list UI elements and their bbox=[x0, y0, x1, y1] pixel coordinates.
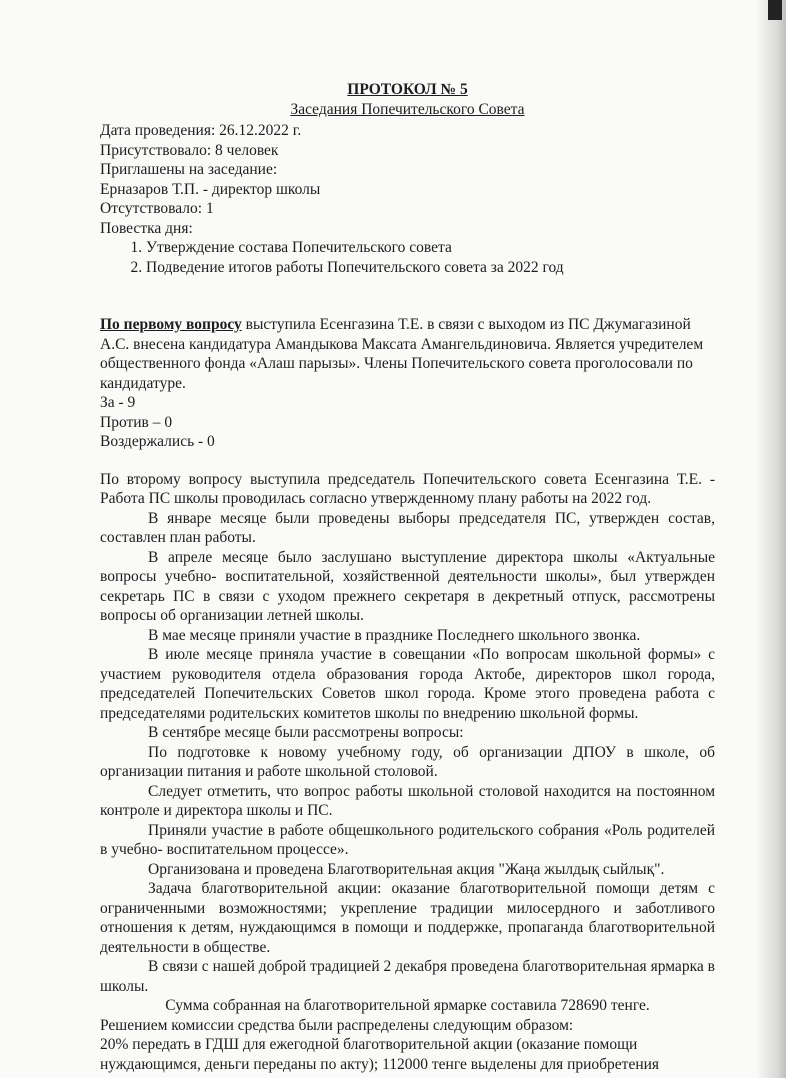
closing-line: 20% передать в ГДШ для ежегодной благотворительной акции (оказание помощи bbox=[100, 1036, 638, 1053]
first-question-lead: По первому вопросу bbox=[100, 316, 242, 333]
meeting-date: Дата проведения: 26.12.2022 г. bbox=[100, 122, 302, 139]
report-paragraph: Организована и проведена Благотворительная акция "Жаңа жылдық сыйлық". bbox=[148, 860, 665, 878]
closing-line: Решением комиссии средства были распределены следующим образом: bbox=[100, 1016, 574, 1034]
report-paragraph: В связи с нашей доброй традицией 2 декабря проведена благотворительная ярмарка в школы. bbox=[100, 958, 715, 995]
invited-person: Ерназаров Т.П. - директор школы bbox=[100, 180, 321, 198]
fair-sum-line: Сумма собранная на благотворительной ярмарке составила 728690 тенге. bbox=[165, 997, 650, 1014]
report-paragraph: В мае месяце приняли участие в празднике Последнего школьного звонка. bbox=[148, 626, 641, 644]
report-paragraph: Приняли участие в работе общешкольного родительского собрания «Роль родителей в учебно- воспитательном процессе». bbox=[100, 821, 715, 858]
attendance-count: Присутствовало: 8 человек bbox=[100, 141, 279, 159]
binder-edge-shadow bbox=[758, 0, 786, 1078]
report-paragraph: Следует отметить, что вопрос работы школьной столовой находится на постоянном контроле и директора школы и ПС. bbox=[100, 782, 715, 819]
agenda-label: Повестка дня: bbox=[100, 219, 193, 237]
first-question-text: выступила Есенгазина Т.Е. в связи с выходом из ПС Джумагазиной А.С. внесена кандидатура Амандыкова Максата Амангельдиновича. Является учредителем общественного фонда «Алаш парызы». Члены Попечительского совета проголосовали по кандидатуре. bbox=[100, 316, 704, 392]
invited-label: Приглашены на заседание: bbox=[100, 161, 278, 178]
report-paragraph: По подготовке к новому учебному году, об организации ДПОУ в школе, об организации питания и работе школьной столовой. bbox=[100, 743, 715, 780]
document-subtitle: Заседания Попечительского Совета bbox=[290, 100, 525, 118]
report-paragraph: В январе месяце были проведены выборы председателя ПС, утвержден состав, составлен план работы. bbox=[100, 509, 715, 546]
document-body bbox=[100, 80, 715, 1074]
report-paragraph: В июле месяце приняла участие в совещании «По вопросам школьной формы» с участием руководителя отдела образования города Актобе, директоров школ города, председателей Попечительских Советов школ города. Кроме этого проведена работа с председателями родительских комитетов школы по внедрению школьной формы. bbox=[100, 646, 715, 722]
scan-corner-mark bbox=[768, 0, 782, 20]
report-paragraph: В сентябре месяце были рассмотрены вопросы: bbox=[148, 724, 464, 741]
vote-for: За - 9 bbox=[100, 394, 136, 411]
agenda-item: 2. Подведение итогов работы Попечительского совета за 2022 год bbox=[146, 258, 715, 278]
first-question-paragraph bbox=[100, 315, 715, 393]
absent-count: Отсутствовало: 1 bbox=[100, 200, 214, 217]
second-question-intro: По второму вопросу выступила председатель Попечительского совета Есенгазина Т.Е. - Работа ПС школы проводилась согласно утвержденному плану работы на 2022 год. bbox=[100, 470, 715, 507]
report-paragraph: В апреле месяце было заслушано выступление директора школы «Актуальные вопросы учебно- воспитательной, хозяйственной деятельности школы», был утвержден секретарь ПС в связи с уходом прежнего секретаря в декретный отпуск, рассмотрены вопросы об организации летней школы. bbox=[100, 548, 715, 624]
report-paragraph: Задача благотворительной акции: оказание благотворительной помощи детям с ограниченными возможностями; укрепление традиции милосердного и заботливого отношения к детям, нуждающимся в помощи и поддержке, пропаганда благотворительной деятельности в обществе. bbox=[100, 880, 715, 956]
vote-abstain: Воздержались - 0 bbox=[100, 433, 215, 450]
agenda-item: 1. Утверждение состава Попечительского совета bbox=[146, 238, 715, 258]
vote-against: Против – 0 bbox=[100, 413, 173, 431]
closing-line: нуждающимся, деньги переданы по акту); 112000 тенге выделены для приобретения bbox=[100, 1055, 660, 1073]
document-title: ПРОТОКОЛ № 5 bbox=[347, 81, 468, 98]
agenda-list bbox=[100, 238, 715, 277]
